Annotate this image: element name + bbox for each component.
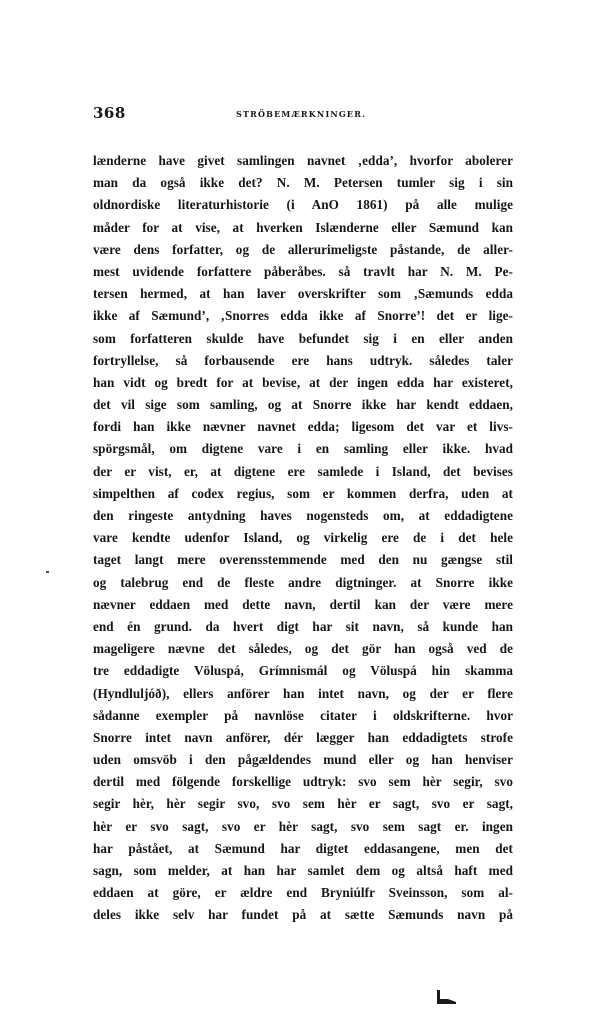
text-line: fordi han ikke nævner navnet edda; ligesom det var et livs- bbox=[93, 419, 513, 435]
text-line: ikke af Sæmund’, ‚Snorres edda ikke af Snorre’! det er lige- bbox=[93, 308, 513, 324]
page-header bbox=[93, 104, 513, 126]
margin-mark bbox=[46, 571, 49, 573]
text-line: eddaen at göre, er ældre end Bryniúlfr Sveinsson, som al- bbox=[93, 885, 513, 901]
text-line: som forfatteren skulde have befundet sig i en eller anden bbox=[93, 330, 513, 346]
body-text bbox=[93, 150, 513, 927]
page-number: 368 bbox=[93, 104, 126, 122]
text-line: oldnordiske literaturhistorie (i AnO 1861) på alle mulige bbox=[93, 197, 513, 213]
text-line: man da også ikke det? N. M. Petersen tumler sig i sin bbox=[93, 175, 513, 191]
printer-mark-icon bbox=[436, 990, 458, 1004]
text-line: fortryllelse, så forbausende ere hans udtryk. således taler bbox=[93, 352, 513, 368]
text-line: har påstået, at Sæmund har digtet eddasangene, men det bbox=[93, 840, 513, 856]
text-line: mageligere nævne det således, og det gör han også ved de bbox=[93, 641, 513, 657]
text-line: uden omsvöb i den pågældendes mund eller og han henviser bbox=[93, 752, 513, 768]
text-line: Snorre intet navn anförer, dér lægger han eddadigtets strofe bbox=[93, 729, 513, 745]
text-line: lænderne have givet samlingen navnet ‚edda’, hvorfor abolerer bbox=[93, 153, 513, 168]
text-line: måder for at vise, at hverken Islænderne eller Sæmund kan bbox=[93, 219, 513, 235]
running-head: STRÖBEMÆRKNINGER. bbox=[236, 109, 367, 119]
text-line: nævner eddaen med dette navn, dertil kan der være mere bbox=[93, 596, 513, 612]
text-line: taget langt mere overensstemmende med den nu gængse stil bbox=[93, 552, 513, 568]
text-line: dertil med fölgende forskellige udtryk: svo sem hèr segir, svo bbox=[93, 774, 513, 790]
text-line: (Hyndluljóð), ellers anförer han intet navn, og der er flere bbox=[93, 685, 513, 701]
text-line: den ringeste antydning haves nogensteds om, at eddadigtene bbox=[93, 508, 513, 523]
text-line: spörgsmål, om digtene vare i en samling eller ikke. hvad bbox=[93, 441, 513, 457]
text-line: sagn, som melder, at han har samlet dem og altså haft med bbox=[93, 863, 513, 878]
text-line: sådanne exempler på navnlöse citater i oldskrifterne. hvor bbox=[93, 707, 513, 723]
text-line: være dens forfatter, og de allerurimeligste påstande, de aller- bbox=[93, 241, 513, 257]
text-line: mest uvidende forfattere påberåbes. så travlt har N. M. Pe- bbox=[93, 263, 513, 279]
text-line: han vidt og bredt for at bevise, at der ingen edda har existeret, bbox=[93, 374, 513, 390]
text-line: vare kendte udenfor Island, og virkelig ere de i det hele bbox=[93, 530, 513, 546]
text-line: det vil sige som samling, og at Snorre ikke har kendt eddaen, bbox=[93, 397, 513, 413]
text-line: der er vist, er, at digtene ere samlede i Island, det bevises bbox=[93, 463, 513, 479]
text-line: tersen hermed, at han laver overskrifter som ‚Sæmunds edda bbox=[93, 286, 513, 302]
text-line: simpelthen af codex regius, som er kommen derfra, uden at bbox=[93, 485, 513, 501]
text-line: end én grund. da hvert digt har sit navn, så kunde han bbox=[93, 618, 513, 634]
text-line: tre eddadigte Völuspá, Grímnismál og Völuspá hin skamma bbox=[93, 663, 513, 679]
text-line: segir hèr, hèr segir svo, svo sem hèr er sagt, svo er sagt, bbox=[93, 796, 513, 812]
text-line: deles ikke selv har fundet på at sætte Sæmunds navn på bbox=[93, 907, 513, 923]
text-line: hèr er svo sagt, svo er hèr sagt, svo sem sagt er. ingen bbox=[93, 818, 513, 834]
text-line: og talebrug end de fleste andre digtninger. at Snorre ikke bbox=[93, 574, 513, 590]
